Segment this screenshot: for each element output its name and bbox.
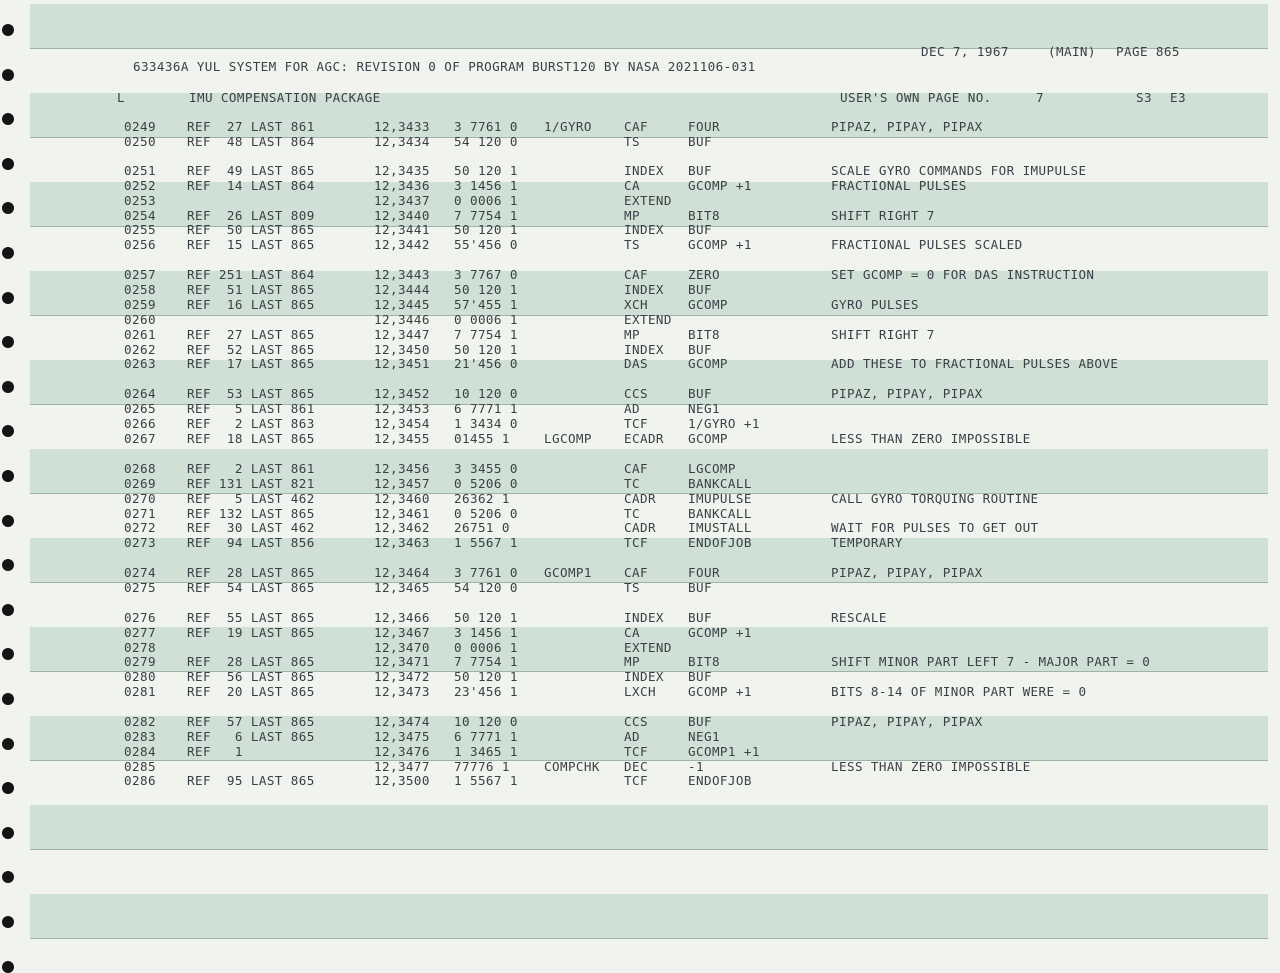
row-operand: GCOMP +1	[688, 684, 752, 699]
row-addr: 12,3440	[374, 208, 430, 223]
row-label: LGCOMP	[544, 431, 592, 446]
row-operand: FOUR	[688, 565, 720, 580]
row-label: COMPCHK	[544, 759, 600, 774]
row-operand: FOUR	[688, 119, 720, 134]
row-ref: REF 54 LAST 865	[187, 580, 315, 595]
feed-hole	[2, 292, 14, 304]
row-op: AD	[624, 401, 640, 416]
row-op: CADR	[624, 520, 656, 535]
greenbar-band	[30, 805, 1268, 850]
row-op: AD	[624, 729, 640, 744]
row-operand: -1	[688, 759, 704, 774]
row-ref: REF 26 LAST 809	[187, 208, 315, 223]
row-comment: SCALE GYRO COMMANDS FOR IMUPULSE	[831, 163, 1087, 178]
row-addr: 12,3450	[374, 342, 430, 357]
row-ref: REF 51 LAST 865	[187, 282, 315, 297]
row-operand: GCOMP +1	[688, 625, 752, 640]
header-date: DEC 7, 1967	[921, 44, 1009, 59]
row-op: EXTEND	[624, 640, 672, 655]
row-word: 0 0006 1	[454, 193, 518, 208]
row-addr: 12,3447	[374, 327, 430, 342]
row-op: INDEX	[624, 163, 664, 178]
feed-hole	[2, 738, 14, 750]
row-word: 3 7761 0	[454, 119, 518, 134]
row-ref: REF 57 LAST 865	[187, 714, 315, 729]
row-line: 0261	[124, 327, 156, 342]
row-op: INDEX	[624, 222, 664, 237]
row-word: 54 120 0	[454, 580, 518, 595]
row-ref: REF 2 LAST 863	[187, 416, 315, 431]
row-ref: REF 14 LAST 864	[187, 178, 315, 193]
row-op: CADR	[624, 491, 656, 506]
row-addr: 12,3463	[374, 535, 430, 550]
row-addr: 12,3445	[374, 297, 430, 312]
feed-hole	[2, 515, 14, 527]
row-line: 0255	[124, 222, 156, 237]
row-comment: FRACTIONAL PULSES	[831, 178, 967, 193]
feed-hole	[2, 559, 14, 571]
row-op: TS	[624, 134, 640, 149]
row-line: 0252	[124, 178, 156, 193]
row-word: 7 7754 1	[454, 208, 518, 223]
row-operand: BUF	[688, 342, 712, 357]
row-comment: WAIT FOR PULSES TO GET OUT	[831, 520, 1039, 535]
row-addr: 12,3464	[374, 565, 430, 580]
row-addr: 12,3436	[374, 178, 430, 193]
row-line: 0274	[124, 565, 156, 580]
row-word: 10 120 0	[454, 386, 518, 401]
feed-hole	[2, 916, 14, 928]
row-operand: LGCOMP	[688, 461, 736, 476]
row-op: MP	[624, 327, 640, 342]
header-page: PAGE 865	[1116, 44, 1180, 59]
subheader-type: L	[117, 90, 125, 105]
row-comment: LESS THAN ZERO IMPOSSIBLE	[831, 759, 1031, 774]
row-ref: REF 131 LAST 821	[187, 476, 315, 491]
row-op: TCF	[624, 535, 648, 550]
row-op: TC	[624, 476, 640, 491]
feed-hole	[2, 247, 14, 259]
feed-hole	[2, 871, 14, 883]
row-word: 50 120 1	[454, 163, 518, 178]
row-line: 0269	[124, 476, 156, 491]
feed-hole	[2, 827, 14, 839]
row-addr: 12,3434	[374, 134, 430, 149]
row-op: INDEX	[624, 282, 664, 297]
row-word: 1 3434 0	[454, 416, 518, 431]
row-word: 50 120 1	[454, 669, 518, 684]
row-addr: 12,3433	[374, 119, 430, 134]
subheader-tag-s3: S3	[1136, 90, 1152, 105]
row-line: 0277	[124, 625, 156, 640]
row-comment: SHIFT RIGHT 7	[831, 208, 935, 223]
row-label: GCOMP1	[544, 565, 592, 580]
row-addr: 12,3452	[374, 386, 430, 401]
row-ref: REF 52 LAST 865	[187, 342, 315, 357]
row-word: 77776 1	[454, 759, 510, 774]
row-line: 0268	[124, 461, 156, 476]
row-line: 0285	[124, 759, 156, 774]
row-comment: PIPAZ, PIPAY, PIPAX	[831, 119, 983, 134]
greenbar-band	[30, 4, 1268, 49]
row-line: 0257	[124, 267, 156, 282]
row-comment: FRACTIONAL PULSES SCALED	[831, 237, 1023, 252]
row-addr: 12,3446	[374, 312, 430, 327]
row-operand: NEG1	[688, 401, 720, 416]
row-word: 50 120 1	[454, 342, 518, 357]
row-addr: 12,3471	[374, 654, 430, 669]
row-line: 0273	[124, 535, 156, 550]
row-addr: 12,3467	[374, 625, 430, 640]
subheader-tag-e3: E3	[1170, 90, 1186, 105]
row-operand: BUF	[688, 163, 712, 178]
row-word: 3 7761 0	[454, 565, 518, 580]
row-op: LXCH	[624, 684, 656, 699]
row-word: 0 0006 1	[454, 640, 518, 655]
row-operand: BANKCALL	[688, 506, 752, 521]
row-word: 6 7771 1	[454, 401, 518, 416]
row-op: DEC	[624, 759, 648, 774]
row-line: 0283	[124, 729, 156, 744]
feed-hole	[2, 158, 14, 170]
row-word: 50 120 1	[454, 282, 518, 297]
header-title: 633436A YUL SYSTEM FOR AGC: REVISION 0 OF PROGRAM BURST120 BY NASA 2021106-031	[132, 59, 756, 74]
row-addr: 12,3474	[374, 714, 430, 729]
users-page-label: USER'S OWN PAGE NO.	[840, 90, 992, 105]
row-operand: BUF	[688, 669, 712, 684]
row-ref: REF 5 LAST 861	[187, 401, 315, 416]
row-line: 0262	[124, 342, 156, 357]
row-word: 21'456 0	[454, 356, 518, 371]
feed-hole	[2, 648, 14, 660]
row-operand: 1/GYRO +1	[688, 416, 760, 431]
feed-hole	[2, 336, 14, 348]
row-op: TS	[624, 237, 640, 252]
row-line: 0278	[124, 640, 156, 655]
row-addr: 12,3476	[374, 744, 430, 759]
row-comment: ADD THESE TO FRACTIONAL PULSES ABOVE	[831, 356, 1119, 371]
feed-hole	[2, 470, 14, 482]
row-line: 0253	[124, 193, 156, 208]
row-comment: SET GCOMP = 0 FOR DAS INSTRUCTION	[831, 267, 1095, 282]
row-addr: 12,3454	[374, 416, 430, 431]
row-addr: 12,3473	[374, 684, 430, 699]
row-ref: REF 50 LAST 865	[187, 222, 315, 237]
row-comment: PIPAZ, PIPAY, PIPAX	[831, 386, 983, 401]
row-word: 7 7754 1	[454, 327, 518, 342]
row-op: TS	[624, 580, 640, 595]
row-line: 0264	[124, 386, 156, 401]
row-op: CAF	[624, 267, 648, 282]
row-word: 55'456 0	[454, 237, 518, 252]
row-addr: 12,3460	[374, 491, 430, 506]
row-line: 0280	[124, 669, 156, 684]
row-operand: BUF	[688, 222, 712, 237]
row-operand: BUF	[688, 386, 712, 401]
row-word: 0 0006 1	[454, 312, 518, 327]
row-line: 0265	[124, 401, 156, 416]
row-line: 0272	[124, 520, 156, 535]
row-ref: REF 132 LAST 865	[187, 506, 315, 521]
row-word: 10 120 0	[454, 714, 518, 729]
row-op: TCF	[624, 744, 648, 759]
row-word: 3 3455 0	[454, 461, 518, 476]
row-line: 0250	[124, 134, 156, 149]
feed-hole	[2, 693, 14, 705]
row-word: 7 7754 1	[454, 654, 518, 669]
feed-hole	[2, 24, 14, 36]
feed-hole	[2, 425, 14, 437]
row-addr: 12,3470	[374, 640, 430, 655]
row-op: INDEX	[624, 610, 664, 625]
row-line: 0267	[124, 431, 156, 446]
row-operand: BUF	[688, 714, 712, 729]
row-ref: REF 27 LAST 865	[187, 327, 315, 342]
row-comment: TEMPORARY	[831, 535, 903, 550]
row-ref: REF 94 LAST 856	[187, 535, 315, 550]
row-word: 3 1456 1	[454, 625, 518, 640]
row-line: 0258	[124, 282, 156, 297]
row-ref: REF 6 LAST 865	[187, 729, 315, 744]
row-addr: 12,3442	[374, 237, 430, 252]
row-addr: 12,3465	[374, 580, 430, 595]
row-line: 0275	[124, 580, 156, 595]
row-operand: IMUSTALL	[688, 520, 752, 535]
row-word: 54 120 0	[454, 134, 518, 149]
row-word: 6 7771 1	[454, 729, 518, 744]
row-line: 0254	[124, 208, 156, 223]
row-addr: 12,3462	[374, 520, 430, 535]
row-operand: GCOMP +1	[688, 237, 752, 252]
feed-hole	[2, 604, 14, 616]
row-word: 1 3465 1	[454, 744, 518, 759]
row-op: INDEX	[624, 342, 664, 357]
row-ref: REF 15 LAST 865	[187, 237, 315, 252]
row-ref: REF 18 LAST 865	[187, 431, 315, 446]
row-word: 50 120 1	[454, 222, 518, 237]
row-comment: PIPAZ, PIPAY, PIPAX	[831, 565, 983, 580]
row-addr: 12,3500	[374, 773, 430, 788]
row-operand: ENDOFJOB	[688, 773, 752, 788]
row-op: XCH	[624, 297, 648, 312]
row-operand: GCOMP +1	[688, 178, 752, 193]
row-op: MP	[624, 208, 640, 223]
row-comment: SHIFT MINOR PART LEFT 7 - MAJOR PART = 0	[831, 654, 1151, 669]
row-operand: BIT8	[688, 654, 720, 669]
row-addr: 12,3466	[374, 610, 430, 625]
row-comment: CALL GYRO TORQUING ROUTINE	[831, 491, 1039, 506]
row-ref: REF 251 LAST 864	[187, 267, 315, 282]
row-word: 1 5567 1	[454, 535, 518, 550]
row-addr: 12,3477	[374, 759, 430, 774]
row-op: EXTEND	[624, 312, 672, 327]
row-addr: 12,3461	[374, 506, 430, 521]
row-addr: 12,3443	[374, 267, 430, 282]
row-comment: SHIFT RIGHT 7	[831, 327, 935, 342]
row-word: 3 1456 1	[454, 178, 518, 193]
row-op: TCF	[624, 416, 648, 431]
row-op: INDEX	[624, 669, 664, 684]
row-line: 0251	[124, 163, 156, 178]
row-ref: REF 19 LAST 865	[187, 625, 315, 640]
row-op: CAF	[624, 119, 648, 134]
row-op: CA	[624, 178, 640, 193]
row-line: 0284	[124, 744, 156, 759]
row-operand: BIT8	[688, 208, 720, 223]
row-operand: GCOMP	[688, 297, 728, 312]
row-addr: 12,3435	[374, 163, 430, 178]
row-ref: REF 56 LAST 865	[187, 669, 315, 684]
feed-hole	[2, 381, 14, 393]
row-line: 0260	[124, 312, 156, 327]
row-ref: REF 20 LAST 865	[187, 684, 315, 699]
row-op: TC	[624, 506, 640, 521]
subheader-title: IMU COMPENSATION PACKAGE	[189, 90, 381, 105]
row-addr: 12,3472	[374, 669, 430, 684]
feed-hole	[2, 113, 14, 125]
row-op: CCS	[624, 714, 648, 729]
row-comment: LESS THAN ZERO IMPOSSIBLE	[831, 431, 1031, 446]
row-ref: REF 28 LAST 865	[187, 654, 315, 669]
row-ref: REF 17 LAST 865	[187, 356, 315, 371]
row-ref: REF 53 LAST 865	[187, 386, 315, 401]
row-line: 0279	[124, 654, 156, 669]
row-word: 57'455 1	[454, 297, 518, 312]
row-addr: 12,3437	[374, 193, 430, 208]
row-word: 1 5567 1	[454, 773, 518, 788]
row-comment: RESCALE	[831, 610, 887, 625]
row-ref: REF 55 LAST 865	[187, 610, 315, 625]
row-operand: ENDOFJOB	[688, 535, 752, 550]
row-addr: 12,3455	[374, 431, 430, 446]
row-addr: 12,3451	[374, 356, 430, 371]
row-operand: GCOMP	[688, 431, 728, 446]
row-word: 01455 1	[454, 431, 510, 446]
row-operand: BUF	[688, 610, 712, 625]
row-op: CCS	[624, 386, 648, 401]
feed-hole	[2, 961, 14, 973]
row-line: 0249	[124, 119, 156, 134]
row-ref: REF 16 LAST 865	[187, 297, 315, 312]
row-ref: REF 95 LAST 865	[187, 773, 315, 788]
header-main: (MAIN)	[1048, 44, 1096, 59]
row-op: ECADR	[624, 431, 664, 446]
row-word: 26751 0	[454, 520, 510, 535]
row-addr: 12,3453	[374, 401, 430, 416]
row-op: TCF	[624, 773, 648, 788]
row-ref: REF 27 LAST 861	[187, 119, 315, 134]
row-ref: REF 48 LAST 864	[187, 134, 315, 149]
row-line: 0263	[124, 356, 156, 371]
page-header	[117, 44, 756, 74]
row-operand: ZERO	[688, 267, 720, 282]
row-line: 0270	[124, 491, 156, 506]
row-op: MP	[624, 654, 640, 669]
row-word: 0 5206 0	[454, 506, 518, 521]
row-operand: BUF	[688, 134, 712, 149]
users-page-number: 7	[1036, 90, 1044, 105]
row-line: 0266	[124, 416, 156, 431]
row-ref: REF 28 LAST 865	[187, 565, 315, 580]
row-addr: 12,3457	[374, 476, 430, 491]
row-line: 0271	[124, 506, 156, 521]
row-ref: REF 49 LAST 865	[187, 163, 315, 178]
row-op: CAF	[624, 565, 648, 580]
row-operand: BIT8	[688, 327, 720, 342]
row-line: 0276	[124, 610, 156, 625]
row-operand: GCOMP1 +1	[688, 744, 760, 759]
row-comment: BITS 8-14 OF MINOR PART WERE = 0	[831, 684, 1087, 699]
row-operand: BUF	[688, 580, 712, 595]
row-label: 1/GYRO	[544, 119, 592, 134]
row-comment: PIPAZ, PIPAY, PIPAX	[831, 714, 983, 729]
row-line: 0282	[124, 714, 156, 729]
row-addr: 12,3456	[374, 461, 430, 476]
row-op: DAS	[624, 356, 648, 371]
row-addr: 12,3441	[374, 222, 430, 237]
greenbar-band	[30, 894, 1268, 939]
row-addr: 12,3444	[374, 282, 430, 297]
row-comment: GYRO PULSES	[831, 297, 919, 312]
row-line: 0286	[124, 773, 156, 788]
row-operand: GCOMP	[688, 356, 728, 371]
tractor-feed-holes	[0, 0, 20, 956]
row-word: 26362 1	[454, 491, 510, 506]
row-line: 0259	[124, 297, 156, 312]
row-operand: BANKCALL	[688, 476, 752, 491]
row-word: 23'456 1	[454, 684, 518, 699]
row-ref: REF 1	[187, 744, 243, 759]
row-op: CA	[624, 625, 640, 640]
row-ref: REF 2 LAST 861	[187, 461, 315, 476]
row-op: CAF	[624, 461, 648, 476]
row-ref: REF 30 LAST 462	[187, 520, 315, 535]
row-operand: NEG1	[688, 729, 720, 744]
feed-hole	[2, 782, 14, 794]
row-addr: 12,3475	[374, 729, 430, 744]
row-ref: REF 5 LAST 462	[187, 491, 315, 506]
row-line: 0281	[124, 684, 156, 699]
row-word: 0 5206 0	[454, 476, 518, 491]
row-word: 50 120 1	[454, 610, 518, 625]
feed-hole	[2, 69, 14, 81]
row-word: 3 7767 0	[454, 267, 518, 282]
row-op: EXTEND	[624, 193, 672, 208]
feed-hole	[2, 202, 14, 214]
row-line: 0256	[124, 237, 156, 252]
row-operand: IMUPULSE	[688, 491, 752, 506]
row-operand: BUF	[688, 282, 712, 297]
